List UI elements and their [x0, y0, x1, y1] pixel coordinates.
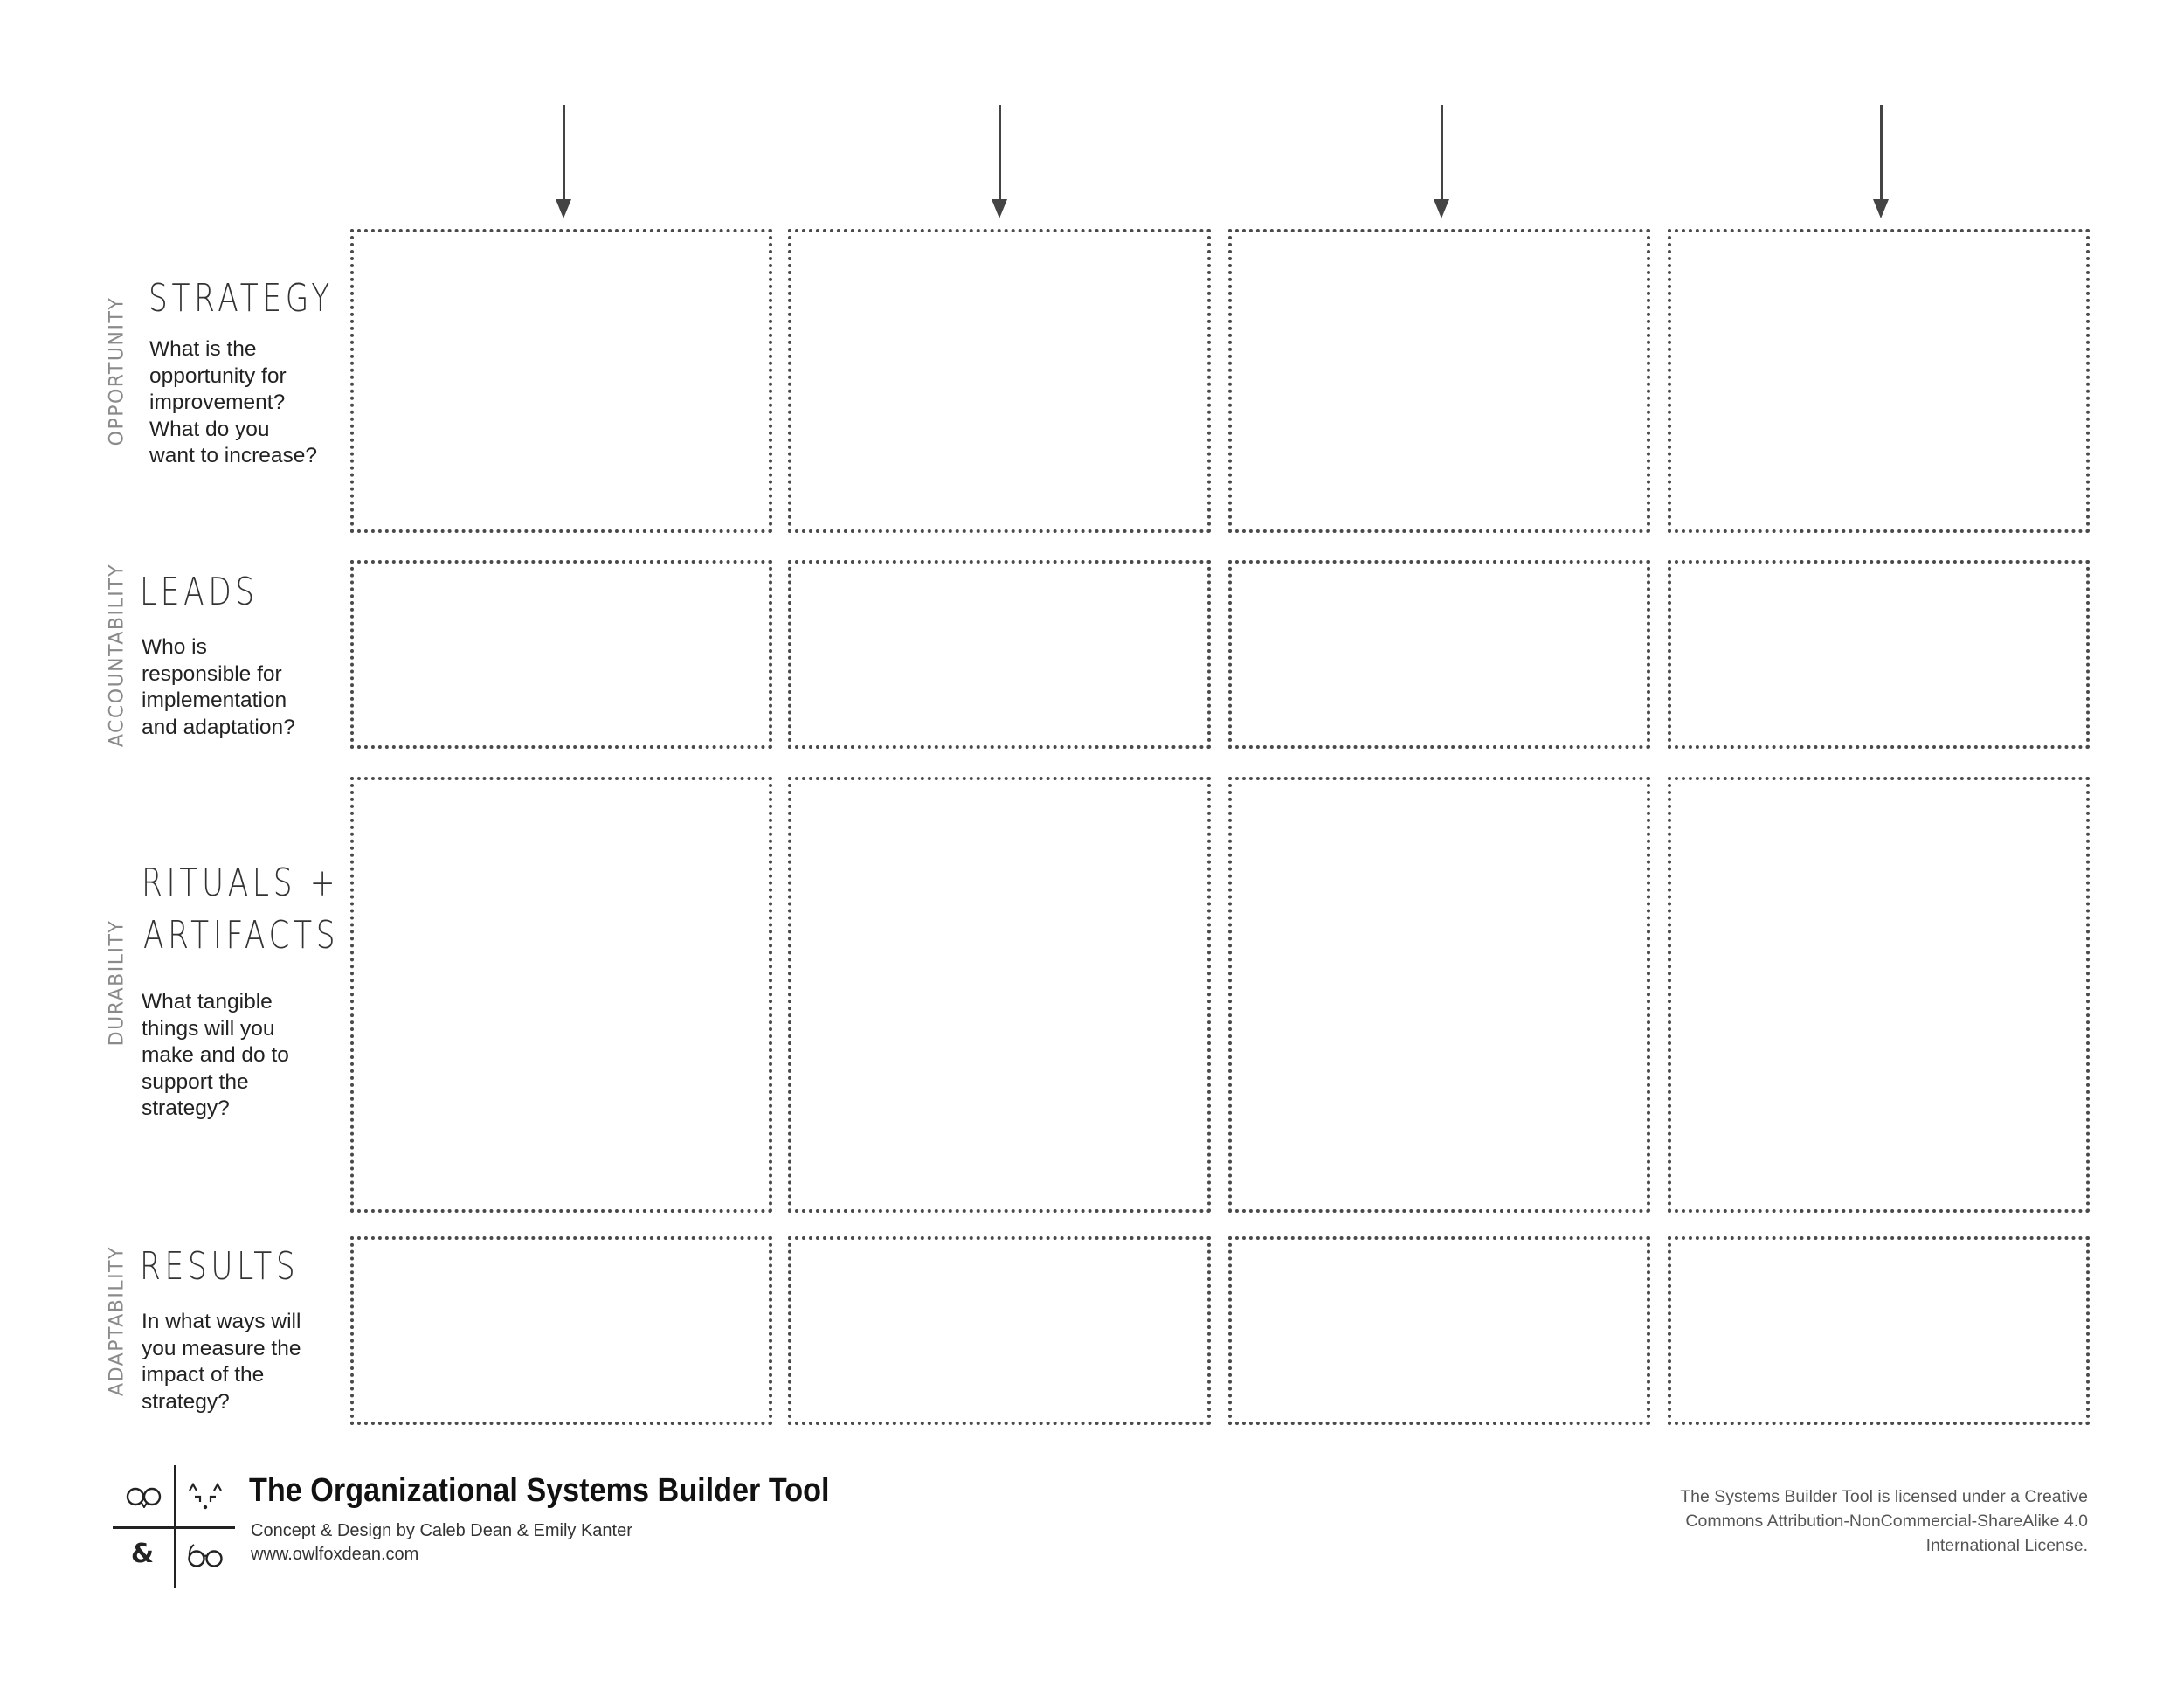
strategy-cell-3[interactable]	[1228, 229, 1650, 533]
results-cell-4[interactable]	[1668, 1236, 2090, 1425]
side-label-accountability: ACCOUNTABILITY	[106, 563, 128, 748]
results-cell-3[interactable]	[1228, 1236, 1650, 1425]
row-title-results: RESULTS	[140, 1244, 300, 1289]
license-text: The Systems Builder Tool is licensed under a Creative Commons Attribution-NonCommercial-ShareAlike 4.0 International License.	[1680, 1487, 2088, 1555]
rituals-cell-4[interactable]	[1668, 777, 2090, 1213]
strategy-cell-2[interactable]	[788, 229, 1211, 533]
rituals-cell-3[interactable]	[1228, 777, 1650, 1213]
glasses-icon	[186, 1541, 225, 1569]
strategy-cell-1[interactable]	[350, 229, 772, 533]
strategy-cell-4[interactable]	[1668, 229, 2090, 533]
footer-credit: Concept & Design by Caleb Dean & Emily Kanter	[251, 1521, 632, 1540]
rituals-cell-2[interactable]	[788, 777, 1211, 1213]
row-question-strategy: What is the opportunity for improvement? What do you want to increase?	[149, 337, 318, 467]
logo-horizontal-divider	[113, 1526, 235, 1529]
rituals-cell-1[interactable]	[350, 777, 772, 1213]
results-cell-2[interactable]	[788, 1236, 1211, 1425]
row-question-leads: Who is responsible for implementation and adaptation?	[142, 635, 295, 739]
row-question-results: In what ways will you measure the impact of the strategy?	[142, 1310, 301, 1414]
footer-website[interactable]: www.owlfoxdean.com	[251, 1545, 419, 1564]
row-question-rituals-artifacts: What tangible things will you make and do to support the strategy?	[142, 990, 289, 1120]
row-title-leads: LEADS	[140, 570, 259, 614]
row-title-artifacts: ARTIFACTS	[143, 913, 340, 958]
footer-title: The Organizational Systems Builder Tool	[249, 1472, 830, 1509]
leads-cell-2[interactable]	[788, 560, 1211, 749]
side-label-durability: DURABILITY	[106, 919, 128, 1047]
side-label-opportunity: OPPORTUNITY	[106, 296, 128, 446]
ampersand-logo-text: &	[130, 1539, 155, 1569]
leads-cell-3[interactable]	[1228, 560, 1650, 749]
row-title-rituals: RITUALS +	[142, 861, 340, 905]
side-label-adaptability: ADAPTABILITY	[106, 1246, 128, 1396]
fox-face-icon	[186, 1482, 225, 1512]
results-cell-1[interactable]	[350, 1236, 772, 1425]
leads-cell-4[interactable]	[1668, 560, 2090, 749]
leads-cell-1[interactable]	[350, 560, 772, 749]
owl-eyes-icon	[125, 1485, 163, 1508]
row-title-strategy: STRATEGY	[149, 276, 334, 321]
